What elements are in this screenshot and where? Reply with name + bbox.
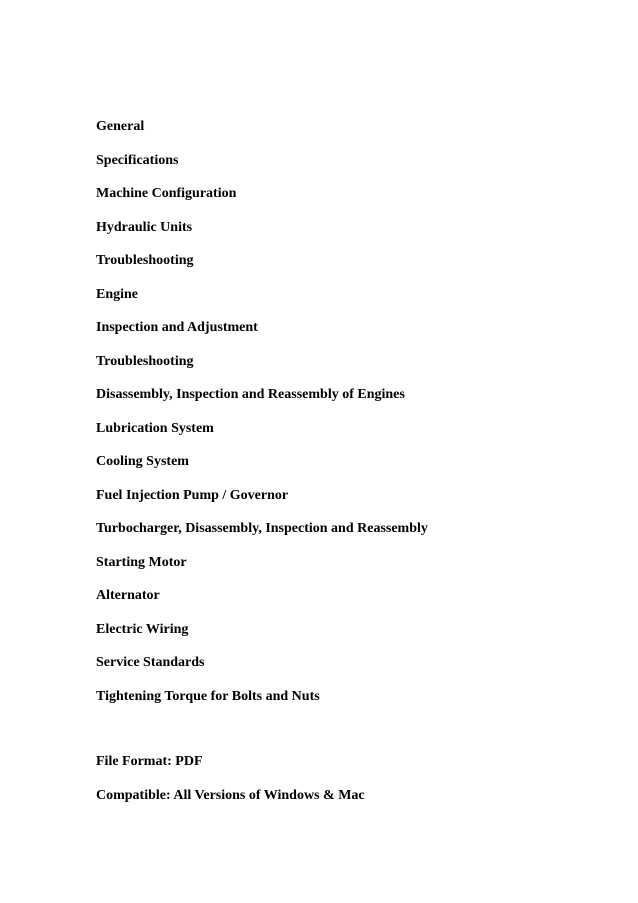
file-info — [96, 754, 365, 821]
contents-item: Alternator — [96, 588, 160, 603]
contents-item: Specifications — [96, 152, 179, 168]
contents-item: Starting Motor — [96, 554, 187, 570]
contents-item: Hydraulic Units — [96, 219, 193, 235]
contents-item: Troubleshooting — [96, 353, 194, 369]
contents-item: Service Standards — [96, 655, 205, 670]
compatibility-line: Compatible: All Versions of Windows & Mac — [96, 787, 365, 803]
contents-item: Lubrication System — [96, 420, 214, 436]
file-format-line: File Format: PDF — [96, 754, 203, 769]
contents-item: Turbocharger, Disassembly, Inspection and Reassembly — [96, 521, 428, 536]
contents-item: Disassembly, Inspection and Reassembly of Engines — [96, 387, 405, 402]
contents-item: Inspection and Adjustment — [96, 320, 258, 335]
contents-item: Fuel Injection Pump / Governor — [96, 487, 289, 503]
contents-item: Engine — [96, 286, 139, 302]
contents-list — [96, 119, 428, 722]
contents-item: Troubleshooting — [96, 253, 194, 268]
contents-item: Tightening Torque for Bolts and Nuts — [96, 688, 320, 704]
contents-item: Electric Wiring — [96, 621, 189, 637]
contents-item: General — [96, 119, 145, 134]
contents-item: Cooling System — [96, 454, 189, 469]
contents-item: Machine Configuration — [96, 186, 237, 201]
